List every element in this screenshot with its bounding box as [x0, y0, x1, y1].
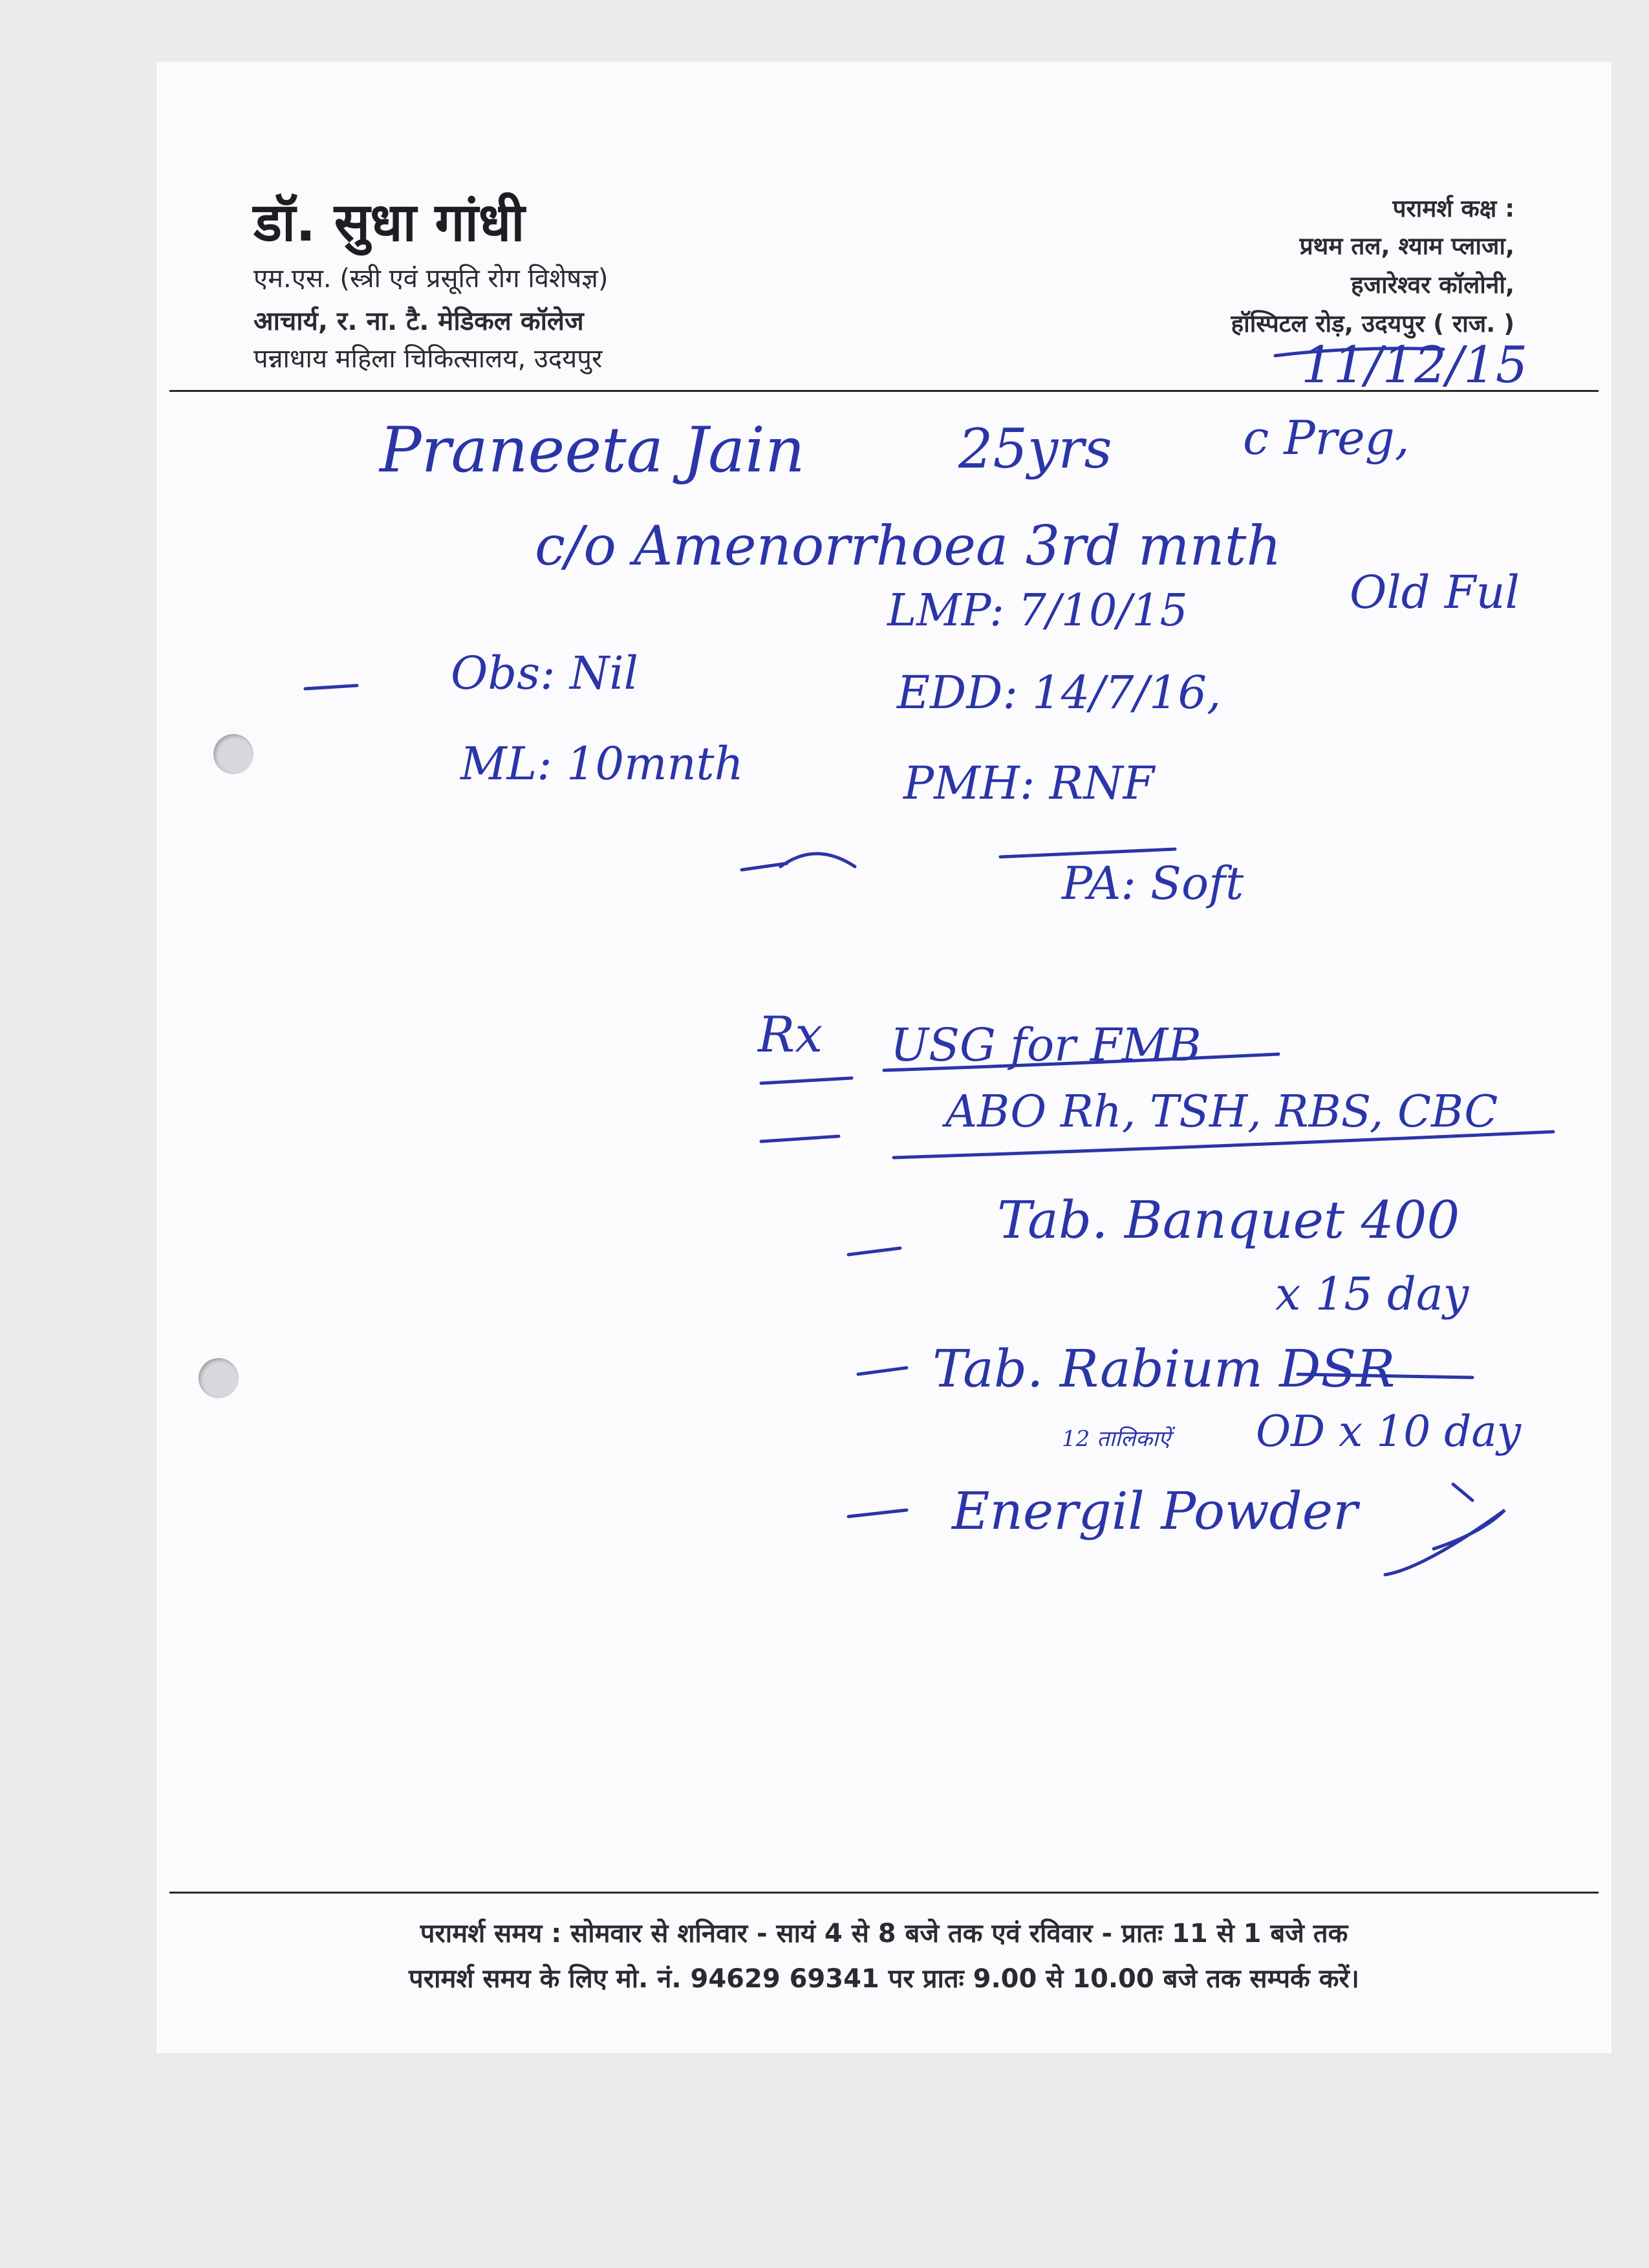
rx-item-1: USG for FMB: [890, 1019, 1202, 1072]
doctor-name: डॉ. सुधा गांधी: [253, 192, 525, 254]
clinic-title: परामर्श कक्ष :: [1392, 195, 1514, 222]
doctor-designation: आचार्य, र. ना. टै. मेडिकल कॉलेज: [253, 307, 584, 336]
contact-info: परामर्श समय के लिए मो. नं. 94629 69341 पर प्रातः 9.00 से 10.00 बजे तक सम्पर्क करें।: [409, 1964, 1359, 1994]
doctor-hospital: पन्नाधाय महिला चिकित्सालय, उदयपुर: [253, 344, 603, 374]
rx-item-2: ABO Rh, TSH, RBS, CBC: [945, 1086, 1498, 1138]
clinic-address-line3: हॉस्पिटल रोड़, उदयपुर ( राज. ): [1231, 310, 1514, 338]
handwritten-date: 11/12/15: [1301, 336, 1528, 394]
clinic-address-line2: हजारेश्वर कॉलोनी,: [1351, 271, 1514, 299]
obs-text: Obs: Nil: [451, 647, 638, 700]
ml-text: ML: 10mnth: [460, 737, 744, 790]
patient-age: 25yrs: [958, 417, 1112, 481]
rx-item-3: Tab. Banquet 400: [997, 1190, 1460, 1250]
pmh-text: PMH: RNF: [903, 757, 1155, 810]
history-text: c/o Amenorrhoea 3rd mnth: [535, 514, 1282, 578]
ink-strokes: [156, 61, 1611, 2053]
rx-item-4-note: 12 तालिकाऐं: [1062, 1426, 1170, 1452]
doctor-qualification: एम.एस. (स्त्री एवं प्रसूति रोग विशेषज्ञ): [253, 264, 609, 294]
cycles-text: Old Ful: [1350, 566, 1520, 619]
rx-item-4-duration: OD x 10 day: [1256, 1407, 1522, 1456]
prescription-sheet: [156, 61, 1611, 2053]
consultation-timings: परामर्श समय : सोमवार से शनिवार - सायं 4 से 8 बजे तक एवं रविवार - प्रातः 11 से 1 बजे तक: [420, 1919, 1348, 1949]
rx-item-3-duration: x 15 day: [1275, 1268, 1469, 1321]
clinic-address-line1: प्रथम तल, श्याम प्लाजा,: [1299, 232, 1514, 260]
rx-item-5: Energil Powder: [952, 1481, 1358, 1541]
pa-text: PA: Soft: [1062, 857, 1244, 910]
patient-name: Praneeta Jain: [380, 414, 805, 486]
edd-text: EDD: 14/7/16,: [897, 666, 1222, 719]
rx-item-4: Tab. Rabium DSR: [932, 1339, 1396, 1399]
footer-rule: [169, 1892, 1599, 1894]
lmp-text: LMP: 7/10/15: [887, 585, 1188, 636]
patient-complaint: c Preg,: [1243, 411, 1410, 465]
rx-symbol: Rx: [758, 1006, 823, 1063]
